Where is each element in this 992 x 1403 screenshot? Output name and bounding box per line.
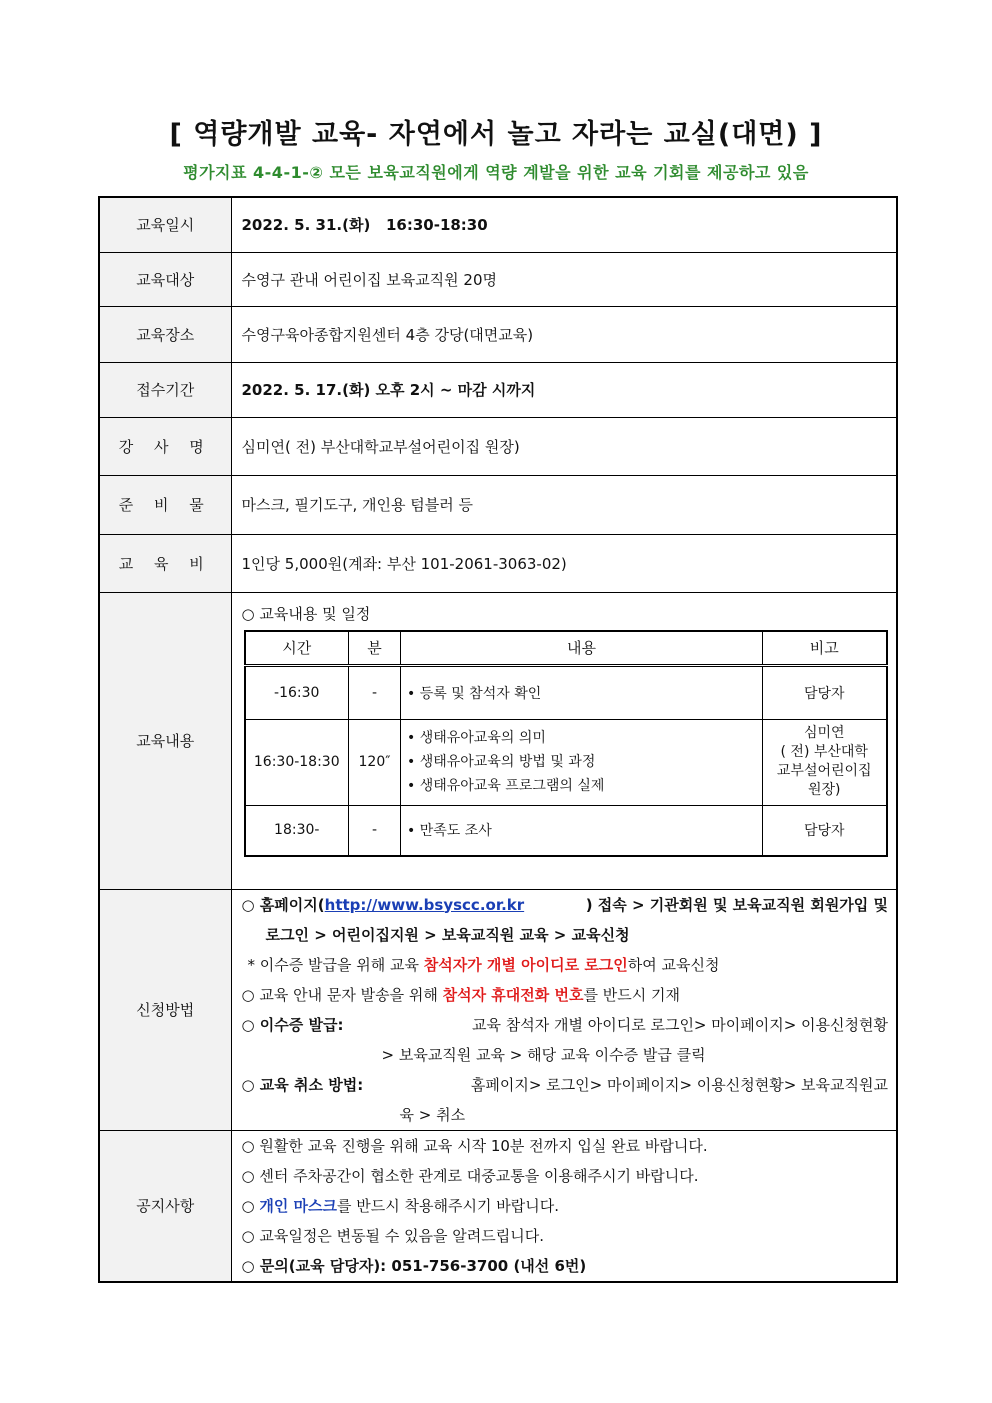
cell-content xyxy=(401,805,763,856)
apply-text: 를 반드시 기재 xyxy=(583,985,680,1004)
value-content xyxy=(231,592,897,889)
value-period: 2022. 5. 17.(화) 오후 2시 ~ 마감 시까지 xyxy=(231,362,897,417)
apply-highlight: 참석자 휴대전화 번호 xyxy=(442,985,584,1004)
content-item: • 생태유아교육의 의미 xyxy=(407,730,546,746)
row-period xyxy=(99,362,897,417)
document-title: [ 역량개발 교육- 자연에서 놀고 자라는 교실(대면) ] xyxy=(169,119,823,150)
label-supplies: 준 비 물 xyxy=(99,475,231,534)
notice-line-1: ○ 원활한 교육 진행을 위해 교육 시작 10분 전까지 입실 완료 바랍니다. xyxy=(241,1136,708,1155)
apply-text: ○ 교육 안내 문자 발송을 위해 xyxy=(241,985,443,1004)
notice-text: ○ xyxy=(241,1196,260,1215)
cell-content xyxy=(401,665,763,719)
header-content: 내용 xyxy=(401,631,763,666)
header-min: 분 xyxy=(349,631,401,666)
row-supplies xyxy=(99,475,897,534)
apply-line-6: > 보육교직원 교육 > 해당 교육 이수증 발급 클릭 xyxy=(381,1045,706,1064)
row-place xyxy=(99,306,897,362)
cell-min: 120″ xyxy=(349,719,401,805)
apply-text: ) 접속 > 기관회원 및 보육교직원 회원가입 및 xyxy=(585,895,888,914)
row-fee xyxy=(99,534,897,592)
value-lecturer: 심미연( 전) 부산대학교부설어린이집 원장) xyxy=(231,417,897,475)
label-place: 교육장소 xyxy=(99,306,231,362)
apply-highlight: 참석자가 개별 아이디로 로그인 xyxy=(423,955,628,974)
value-place: 수영구육아종합지원센터 4층 강당(대면교육) xyxy=(231,306,897,362)
row-date xyxy=(99,197,897,252)
table-row xyxy=(245,719,887,805)
header-time: 시간 xyxy=(245,631,349,666)
apply-text: ○ 교육 취소 방법: xyxy=(241,1075,364,1094)
cell-time: -16:30 xyxy=(245,665,349,719)
value-supplies: 마스크, 필기도구, 개인용 텀블러 등 xyxy=(231,475,897,534)
content-item: • 등록 및 참석자 확인 xyxy=(407,685,542,702)
apply-line-2: 로그인 > 어린이집지원 > 보육교직원 교육 > 교육신청 xyxy=(265,925,630,944)
label-lecturer: 강 사 명 xyxy=(99,417,231,475)
label-notice: 공지사항 xyxy=(99,1130,231,1282)
document-subtitle: 평가지표 4-4-1-② 모든 보육교직원에게 역량 계발을 위한 교육 기회를 제공하고 있음 xyxy=(183,163,809,182)
content-intro: ○ 교육내용 및 일정 xyxy=(241,604,371,623)
apply-text: ○ 홈페이지( xyxy=(241,895,325,914)
apply-line-5 xyxy=(242,1010,889,1040)
row-lecturer xyxy=(99,417,897,475)
row-content xyxy=(99,592,897,889)
apply-line-7 xyxy=(242,1070,889,1100)
value-fee: 1인당 5,000원(계좌: 부산 101-2061-3063-02) xyxy=(231,534,897,592)
apply-line-1 xyxy=(242,890,889,920)
cell-time: 18:30- xyxy=(245,805,349,856)
apply-line-8: 육 > 취소 xyxy=(399,1105,466,1124)
notice-highlight: 개인 마스크 xyxy=(259,1196,338,1215)
schedule-table xyxy=(244,630,888,858)
cell-note: 담당자 xyxy=(763,805,887,856)
homepage-link[interactable]: http://www.bsyscc.or.kr xyxy=(324,895,525,914)
cell-content xyxy=(401,719,763,805)
content-item: • 생태유아교육 프로그램의 실제 xyxy=(407,778,605,794)
apply-text: ○ 이수증 발급: xyxy=(241,1015,344,1034)
table-row xyxy=(245,665,887,719)
notice-line-4: ○ 교육일정은 변동될 수 있음을 알려드립니다. xyxy=(241,1226,545,1245)
apply-line-4 xyxy=(242,980,889,1010)
row-notice xyxy=(99,1130,897,1282)
label-apply: 신청방법 xyxy=(99,889,231,1130)
value-date: 2022. 5. 31.(화) 16:30-18:30 xyxy=(231,197,897,252)
notice-text: 를 반드시 착용해주시기 바랍니다. xyxy=(337,1196,559,1215)
schedule-header xyxy=(245,631,887,666)
cell-min: - xyxy=(349,805,401,856)
row-apply xyxy=(99,889,897,1130)
info-table xyxy=(98,196,898,1283)
value-notice xyxy=(231,1130,897,1282)
apply-text: 하여 교육신청 xyxy=(627,955,720,974)
apply-text: * 이수증 발급을 위해 교육 xyxy=(247,955,424,974)
notice-line-5: ○ 문의(교육 담당자): 051-756-3700 (내선 6번) xyxy=(241,1256,587,1275)
label-date: 교육일시 xyxy=(99,197,231,252)
apply-text: 교육 참석자 개별 아이디로 로그인> 마이페이지> 이용신청현황 xyxy=(472,1015,888,1034)
content-item: • 만족도 조사 xyxy=(407,823,492,840)
row-target xyxy=(99,252,897,306)
content-item: • 생태유아교육의 방법 및 과정 xyxy=(407,754,596,770)
apply-text: 홈페이지> 로그인> 마이페이지> 이용신청현황> 보육교직원교 xyxy=(470,1075,888,1094)
notice-line-3 xyxy=(242,1191,897,1221)
label-period: 접수기간 xyxy=(99,362,231,417)
table-row xyxy=(245,805,887,856)
cell-min: - xyxy=(349,665,401,719)
label-content: 교육내용 xyxy=(99,592,231,889)
value-apply xyxy=(231,889,897,1130)
apply-line-3 xyxy=(242,950,889,980)
cell-note: 담당자 xyxy=(763,665,887,719)
header-note: 비고 xyxy=(763,631,887,666)
value-target: 수영구 관내 어린이집 보육교직원 20명 xyxy=(231,252,897,306)
cell-note: 심미연 ( 전) 부산대학 교부설어린이집 원장) xyxy=(763,719,887,805)
label-target: 교육대상 xyxy=(99,252,231,306)
cell-time: 16:30-18:30 xyxy=(245,719,349,805)
label-fee: 교 육 비 xyxy=(99,534,231,592)
notice-line-2: ○ 센터 주차공간이 협소한 관계로 대중교통을 이용해주시기 바랍니다. xyxy=(241,1166,699,1185)
